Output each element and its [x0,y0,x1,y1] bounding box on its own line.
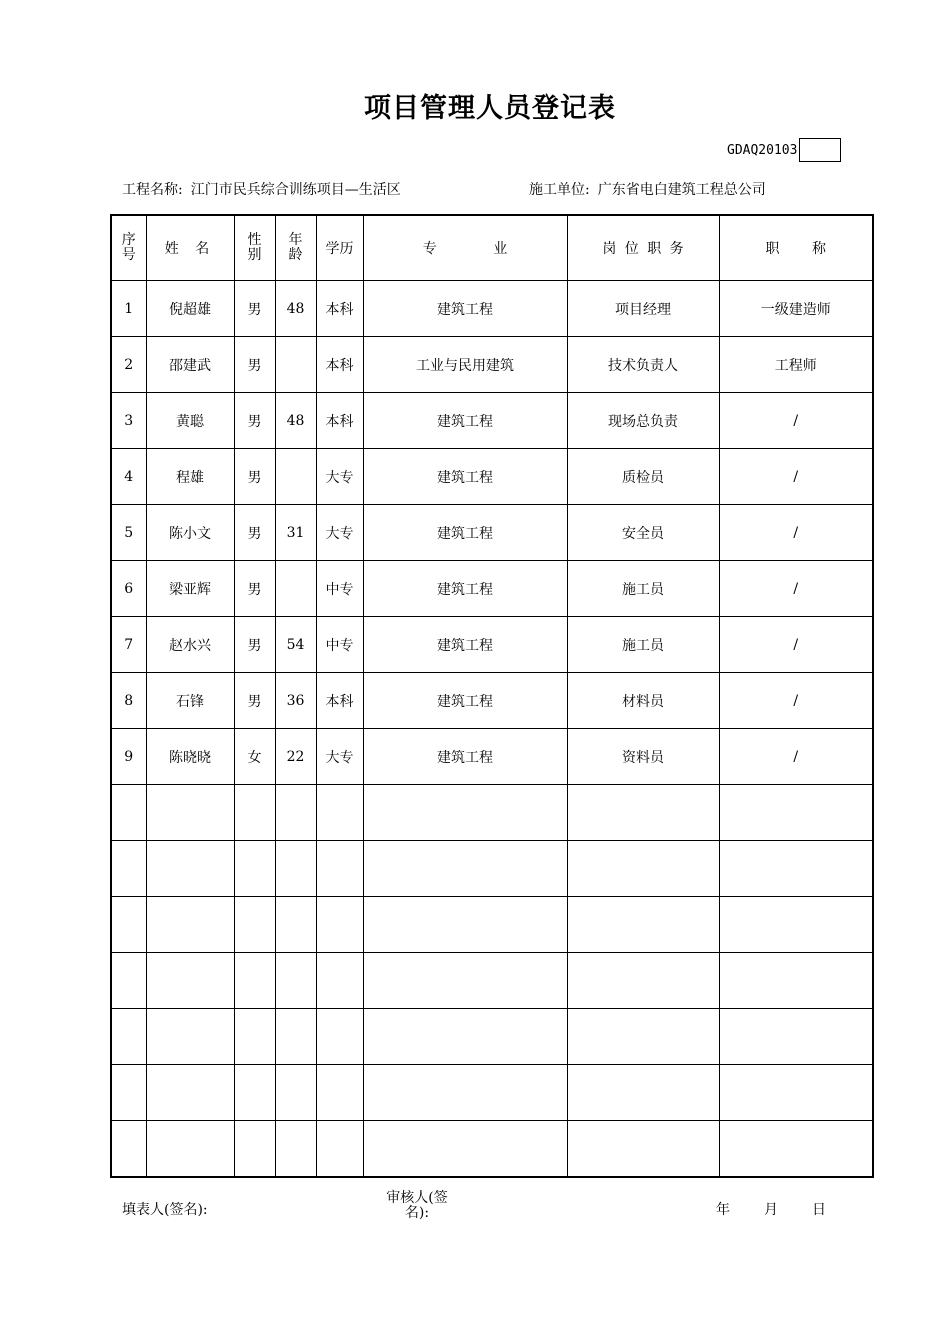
cell-title [719,785,873,841]
cell-seq: 4 [111,449,146,505]
reviewer-label-line2: 名): [404,1205,430,1221]
reviewer-signature [381,1191,453,1221]
cell-name: 石锋 [146,673,234,729]
cell-seq: 2 [111,337,146,393]
cell-position [567,1065,719,1121]
project-name-line [122,179,401,199]
table-row [111,729,873,785]
cell-education: 中专 [316,617,363,673]
cell-name: 倪超雄 [146,281,234,337]
cell-position: 项目经理 [567,281,719,337]
staff-table [110,214,874,1178]
cell-education [316,897,363,953]
table-row [111,1121,873,1178]
cell-gender [234,841,275,897]
cell-name [146,897,234,953]
cell-position [567,841,719,897]
cell-title: / [719,449,873,505]
cell-position: 材料员 [567,673,719,729]
cell-major: 工业与民用建筑 [363,337,567,393]
cell-gender [234,785,275,841]
cell-position: 安全员 [567,505,719,561]
header-major: 专 业 [363,215,567,281]
cell-age: 48 [275,281,316,337]
cell-major: 建筑工程 [363,393,567,449]
cell-age [275,561,316,617]
project-name-label: 工程名称: [122,182,183,198]
table-row [111,449,873,505]
table-row [111,897,873,953]
cell-title [719,841,873,897]
cell-major [363,841,567,897]
cell-position: 质检员 [567,449,719,505]
cell-title: / [719,617,873,673]
table-row [111,785,873,841]
table-row [111,337,873,393]
cell-education [316,785,363,841]
cell-major: 建筑工程 [363,729,567,785]
table-body [111,281,873,1178]
cell-major: 建筑工程 [363,673,567,729]
cell-gender: 女 [234,729,275,785]
cell-major [363,1121,567,1178]
cell-seq: 5 [111,505,146,561]
cell-seq: 9 [111,729,146,785]
table-row [111,561,873,617]
cell-seq: 8 [111,673,146,729]
table-row [111,673,873,729]
cell-seq [111,785,146,841]
cell-gender [234,1065,275,1121]
header-seq: 序号 [111,215,146,281]
cell-age [275,449,316,505]
cell-education [316,841,363,897]
cell-age: 36 [275,673,316,729]
contractor-value: 广东省电白建筑工程总公司 [597,182,766,198]
contractor-label: 施工单位: [529,182,590,198]
cell-name: 邵建武 [146,337,234,393]
cell-age [275,1121,316,1178]
header-name: 姓 名 [146,215,234,281]
cell-title: / [719,393,873,449]
cell-position [567,953,719,1009]
cell-age [275,785,316,841]
cell-major: 建筑工程 [363,281,567,337]
cell-position: 施工员 [567,617,719,673]
cell-gender: 男 [234,617,275,673]
cell-gender: 男 [234,449,275,505]
cell-major [363,897,567,953]
project-name-value: 江门市民兵综合训练项目—生活区 [190,182,401,198]
cell-education: 本科 [316,673,363,729]
cell-education: 大专 [316,449,363,505]
cell-education [316,1121,363,1178]
cell-title [719,1065,873,1121]
cell-seq: 1 [111,281,146,337]
cell-title: / [719,561,873,617]
cell-gender [234,1121,275,1178]
reviewer-label-line1: 审核人(签 [386,1190,448,1206]
date-day: 日 [812,1202,826,1218]
cell-title [719,1121,873,1178]
cell-seq: 6 [111,561,146,617]
cell-seq [111,1065,146,1121]
header-position: 岗 位 职 务 [567,215,719,281]
cell-name [146,1121,234,1178]
cell-major [363,1009,567,1065]
cell-education: 大专 [316,729,363,785]
table-row [111,953,873,1009]
cell-age [275,953,316,1009]
cell-gender: 男 [234,505,275,561]
table-row [111,1009,873,1065]
cell-major: 建筑工程 [363,561,567,617]
cell-title: / [719,505,873,561]
date-month: 月 [764,1202,778,1218]
header-title: 职 称 [719,215,873,281]
cell-gender: 男 [234,337,275,393]
cell-name [146,953,234,1009]
table-header-row [111,215,873,281]
cell-position: 施工员 [567,561,719,617]
cell-name: 程雄 [146,449,234,505]
header-age: 年龄 [275,215,316,281]
form-code-box[interactable] [799,138,841,162]
cell-age [275,897,316,953]
cell-gender [234,897,275,953]
table-row [111,281,873,337]
form-code-text: GDAQ20103 [727,142,798,158]
contractor-line [529,179,766,199]
cell-title [719,953,873,1009]
cell-seq [111,953,146,1009]
cell-seq [111,897,146,953]
cell-major: 建筑工程 [363,505,567,561]
table-row [111,393,873,449]
page-title: 项目管理人员登记表 [364,93,616,124]
cell-name [146,841,234,897]
cell-position: 资料员 [567,729,719,785]
filler-signature: 填表人(签名): [122,1202,208,1218]
cell-name [146,1065,234,1121]
cell-position [567,785,719,841]
cell-age: 54 [275,617,316,673]
cell-gender [234,953,275,1009]
cell-age [275,1009,316,1065]
cell-education [316,1009,363,1065]
cell-education: 本科 [316,281,363,337]
cell-seq: 3 [111,393,146,449]
cell-education: 本科 [316,393,363,449]
cell-age: 48 [275,393,316,449]
cell-name: 陈晓晓 [146,729,234,785]
cell-major: 建筑工程 [363,617,567,673]
cell-position: 现场总负责 [567,393,719,449]
cell-position: 技术负责人 [567,337,719,393]
cell-gender: 男 [234,281,275,337]
cell-title: 一级建造师 [719,281,873,337]
cell-education: 中专 [316,561,363,617]
cell-education: 大专 [316,505,363,561]
table-row [111,617,873,673]
cell-name [146,785,234,841]
cell-education [316,953,363,1009]
cell-title: / [719,673,873,729]
cell-age: 22 [275,729,316,785]
cell-title: / [719,729,873,785]
cell-gender: 男 [234,561,275,617]
cell-major [363,785,567,841]
cell-name: 黄聪 [146,393,234,449]
form-code [727,138,841,162]
cell-gender [234,1009,275,1065]
cell-position [567,1121,719,1178]
cell-age [275,841,316,897]
cell-seq [111,841,146,897]
cell-name: 梁亚辉 [146,561,234,617]
header-education: 学历 [316,215,363,281]
cell-position [567,897,719,953]
cell-seq [111,1121,146,1178]
cell-gender: 男 [234,673,275,729]
cell-name: 陈小文 [146,505,234,561]
cell-major [363,1065,567,1121]
date-year: 年 [716,1202,730,1218]
cell-title [719,1009,873,1065]
table-row [111,505,873,561]
cell-age: 31 [275,505,316,561]
cell-education: 本科 [316,337,363,393]
table-row [111,1065,873,1121]
table-row [111,841,873,897]
cell-name [146,1009,234,1065]
cell-seq: 7 [111,617,146,673]
cell-age [275,1065,316,1121]
cell-name: 赵水兴 [146,617,234,673]
cell-position [567,1009,719,1065]
cell-education [316,1065,363,1121]
cell-major: 建筑工程 [363,449,567,505]
cell-age [275,337,316,393]
cell-gender: 男 [234,393,275,449]
header-gender: 性别 [234,215,275,281]
cell-title [719,897,873,953]
cell-major [363,953,567,1009]
cell-seq [111,1009,146,1065]
cell-title: 工程师 [719,337,873,393]
